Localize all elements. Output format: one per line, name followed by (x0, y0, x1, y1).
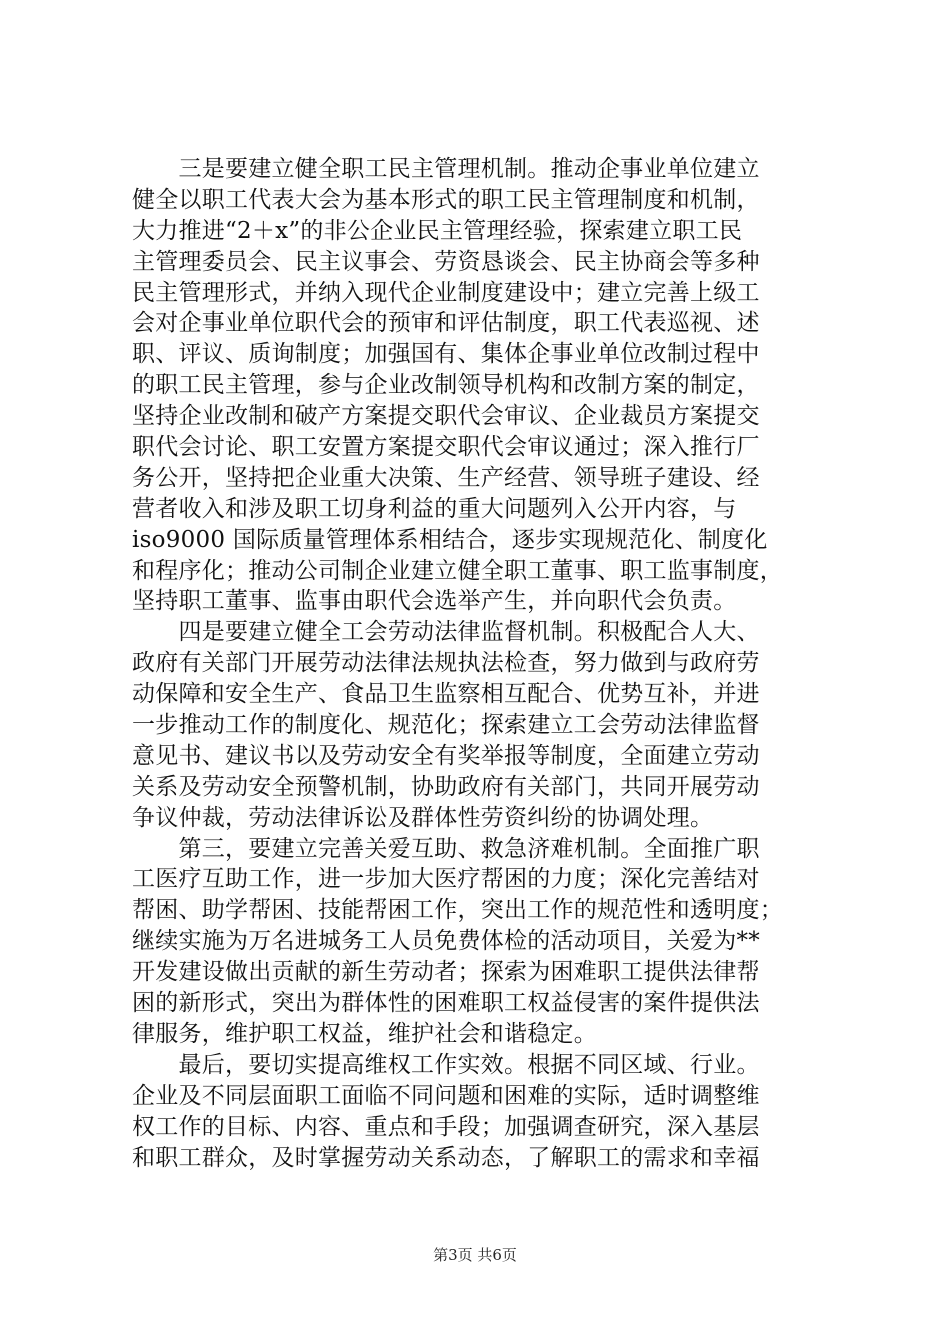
text-line: 和程序化；推动公司制企业建立健全职工董事、职工监事制度， (132, 557, 783, 584)
text-line: 争议仲裁，劳动法律诉讼及群体性劳资纠纷的协调处理。 (132, 804, 714, 831)
text-line: 营者收入和涉及职工切身利益的重大问题列入公开内容，与 (132, 495, 737, 522)
text-line: 和职工群众，及时掌握劳动关系动态，了解职工的需求和幸福 (132, 1144, 760, 1171)
text-line: 最后，要切实提高维权工作实效。根据不同区域、行业。 (132, 1051, 760, 1078)
text-line: 第三，要建立完善关爱互助、救急济难机制。全面推广职 (132, 835, 760, 862)
text-line: 坚持职工董事、监事由职代会选举产生，并向职代会负责。 (132, 588, 737, 615)
text-line: 四是要建立健全工会劳动法律监督机制。积极配合人大、 (132, 619, 760, 646)
text-line: 政府有关部门开展劳动法律法规执法检查，努力做到与政府劳 (132, 650, 760, 677)
text-line: 帮困、助学帮困、技能帮困工作，突出工作的规范性和透明度； (132, 897, 783, 924)
text-line: 困的新形式，突出为群体性的困难职工权益侵害的案件提供法 (132, 990, 760, 1017)
text-line: 健全以职工代表大会为基本形式的职工民主管理制度和机制， (132, 186, 760, 213)
text-line: 的职工民主管理，参与企业改制领导机构和改制方案的制定， (132, 372, 760, 399)
page-footer: 第3页 共6页 (433, 1246, 517, 1264)
text-line: 律服务，维护职工权益，维护社会和谐稳定。 (132, 1020, 597, 1047)
text-line: 继续实施为万名进城务工人员免费体检的活动项目，关爱为** (132, 928, 760, 955)
text-line: 坚持企业改制和破产方案提交职代会审议、企业裁员方案提交 (132, 403, 760, 430)
text-line: 开发建设做出贡献的新生劳动者；探索为困难职工提供法律帮 (132, 959, 760, 986)
text-line: 关系及劳动安全预警机制，协助政府有关部门，共同开展劳动 (132, 773, 760, 800)
text-line: 大力推进“2＋x”的非公企业民主管理经验，探索建立职工民 (132, 217, 743, 244)
text-line: 工医疗互助工作，进一步加大医疗帮困的力度；深化完善结对 (132, 866, 760, 893)
text-line: 民主管理形式，并纳入现代企业制度建设中；建立完善上级工 (132, 279, 760, 306)
text-line: 职、评议、质询制度；加强国有、集体企事业单位改制过程中 (132, 341, 760, 368)
text-line: 一步推动工作的制度化、规范化；探索建立工会劳动法律监督 (132, 712, 760, 739)
text-line: 会对企事业单位职代会的预审和评估制度，职工代表巡视、述 (132, 310, 760, 337)
text-line: 职代会讨论、职工安置方案提交职代会审议通过；深入推行厂 (132, 434, 760, 461)
text-line: 动保障和安全生产、食品卫生监察相互配合、优势互补，并进 (132, 681, 760, 708)
text-line: 主管理委员会、民主议事会、劳资恳谈会、民主协商会等多种 (132, 248, 760, 275)
text-line: iso9000 国际质量管理体系相结合，逐步实现规范化、制度化 (132, 526, 768, 553)
text-line: 意见书、建议书以及劳动安全有奖举报等制度，全面建立劳动 (132, 742, 760, 769)
text-line: 企业及不同层面职工面临不同问题和困难的实际，适时调整维 (132, 1082, 760, 1109)
text-line: 三是要建立健全职工民主管理机制。推动企事业单位建立 (132, 156, 760, 182)
text-line: 务公开，坚持把企业重大决策、生产经营、领导班子建设、经 (132, 464, 760, 491)
body-text (132, 154, 832, 1173)
text-line: 权工作的目标、内容、重点和手段；加强调查研究，深入基层 (132, 1113, 760, 1140)
